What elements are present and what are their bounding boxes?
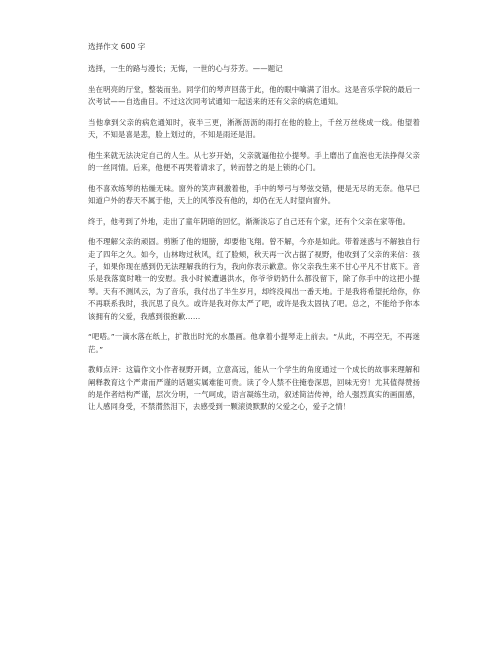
paragraph-childhood: 他生来就无法决定自己的人生。从七岁开始，父亲就逼他拉小提琴。手上磨出了血泡也无法挣得父亲的一丝同情。后来，他便不再哭着请求了，转而替之的是上锁的心门。: [88, 150, 420, 172]
paragraph-ending: “吧嗒。”一滴水落在纸上，扩散出时光的水墨画。他拿着小提琴走上前去。“从此，不再空无，不再迷茫。”: [88, 332, 420, 354]
paragraph-teacher-comment: 教师点评：这篇作文小作者视野开阔，立意高远，能从一个学生的角度通过一个成长的故事来理解和阐释教育这个严肃而严谨的话题实属难能可贵。读了令人禁不住掩卷深思，回味无穷！尤其值得赞扬的是作者结构严谨，层次分明，一气呵成，语言凝练生动，叙述简洁传神，给人强烈真实的画面感，让人感同身受，不禁潸然泪下，去感受到一颗滚烫默默的父爱之心，爱子之情！: [88, 365, 420, 412]
paragraph-exam-hall: 坐在明亮的厅堂，整装而坐。同学们的琴声回荡于此，他的眼中噙满了泪水。这是音乐学院的最后一次考试——自选曲目。不过这次同考试通知一起送来的还有父亲的病危通知。: [88, 84, 420, 106]
paragraph-epigraph: 选择，一生的路与漫长；无悔，一世的心与芬芳。——题记: [88, 64, 283, 73]
document-page: [88, 42, 420, 422]
paragraph-window: 他不喜欢练琴的枯燥无味。窗外的笑声刺激着他，手中的琴弓与琴弦交错，便是无尽的无奈。他早已知道户外的春天不属于他，天上的风筝没有他的，却仍在无人时望向窗外。: [88, 183, 420, 205]
paragraph-leaving-home: 终于，他考到了外地，走出了童年阴暗的回忆，渐渐淡忘了自己还有个家，还有个父亲在家等他。: [88, 216, 411, 226]
paragraph-rain-night: 当他拿到父亲的病危通知时，夜半三更，淅淅沥沥的雨打在他的脸上，千丝万丝绕成一线。他望着天，不知是喜是悲，脸上划过的，不知是雨还是泪。: [88, 117, 420, 139]
paragraph-father-letter: 他不理解父亲的顽固。剪断了他的翅膀，却要他飞翔。曾不解，今亦是如此。带着迷惑与不解独自行走了四年之久。如今，山林吻过秋风，红了脸颊，秋天再一次占据了视野，他收到了父亲的来信：孩子，如果你现在感到仍无法理解我的行为，我向你表示歉意。你父亲我生来不甘心平凡不甘底下。音乐是我落寞时唯一的安慰。我小时候遭遇洪水，你爷爷奶奶什么都没留下，除了你手中的这把小提琴。天有不测风云，为了音乐，我付出了半生岁月，却终没闯出一番天地。于是我将希望托给你，你不再联系我时，我沉思了良久。或许是我对你太严了吧，或许是我太固执了吧。总之，不能给予你本该拥有的父爱，我感到很抱歉……: [88, 237, 420, 321]
document-title: 选择作文 600 字: [88, 42, 146, 51]
